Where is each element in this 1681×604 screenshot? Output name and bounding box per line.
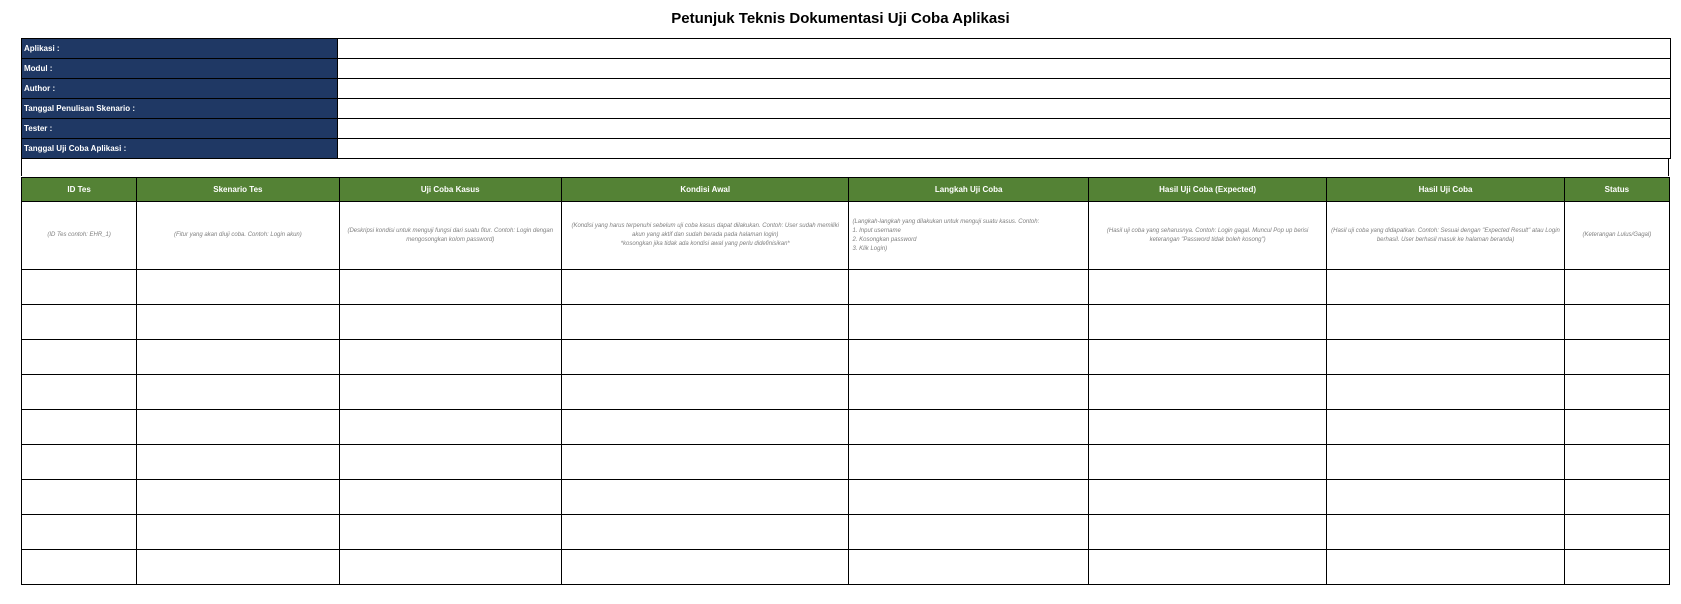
aplikasi-field[interactable] <box>338 39 1670 58</box>
table-cell[interactable] <box>22 375 137 410</box>
table-cell[interactable] <box>1327 305 1564 340</box>
steps-item: 1. Input username <box>852 227 901 234</box>
author-field[interactable] <box>338 79 1670 98</box>
table-cell[interactable] <box>849 550 1088 585</box>
table-cell[interactable] <box>561 270 849 305</box>
info-row-author <box>22 78 1670 98</box>
table-row <box>22 270 1670 305</box>
table-cell[interactable] <box>1564 515 1669 550</box>
table-row <box>22 375 1670 410</box>
table-cell[interactable] <box>1327 480 1564 515</box>
table-row <box>22 305 1670 340</box>
precondition-text: (Kondisi yang harus terpenuhi sebelum uji coba kasus dapat dilakukan. Contoh: User sudah memiliki akun yang aktif dan sudah berada pada halaman login) <box>571 223 839 238</box>
table-cell[interactable] <box>1327 445 1564 480</box>
tanggal-uji-field[interactable] <box>338 139 1670 158</box>
table-cell[interactable] <box>849 445 1088 480</box>
table-cell[interactable] <box>1088 550 1326 585</box>
table-cell[interactable] <box>137 270 339 305</box>
table-cell[interactable] <box>137 515 339 550</box>
info-row-aplikasi <box>22 38 1670 58</box>
table-row <box>22 340 1670 375</box>
table-cell[interactable] <box>137 305 339 340</box>
example-precondition-cell[interactable] <box>561 202 849 270</box>
table-cell[interactable] <box>561 480 849 515</box>
table-cell[interactable] <box>22 515 137 550</box>
table-cell[interactable] <box>1088 480 1326 515</box>
table-cell[interactable] <box>339 270 561 305</box>
table-cell[interactable] <box>339 375 561 410</box>
info-label: Aplikasi : <box>22 39 338 58</box>
table-cell[interactable] <box>561 550 849 585</box>
example-steps-cell[interactable] <box>849 202 1088 270</box>
table-cell[interactable] <box>1088 515 1326 550</box>
table-cell[interactable] <box>849 305 1088 340</box>
table-cell[interactable] <box>849 270 1088 305</box>
table-cell[interactable] <box>849 340 1088 375</box>
table-cell[interactable] <box>561 410 849 445</box>
table-cell[interactable] <box>1564 340 1669 375</box>
table-cell[interactable] <box>1327 550 1564 585</box>
table-cell[interactable] <box>22 480 137 515</box>
info-block <box>21 38 1671 159</box>
table-cell[interactable] <box>1564 375 1669 410</box>
table-cell[interactable] <box>1088 445 1326 480</box>
table-cell[interactable] <box>137 480 339 515</box>
steps-item: 2. Kosongkan password <box>852 236 917 243</box>
table-cell[interactable] <box>22 305 137 340</box>
info-row-modul <box>22 58 1670 78</box>
header-row <box>22 178 1670 202</box>
table-cell[interactable] <box>1088 375 1326 410</box>
example-scenario-cell[interactable]: (Fitur yang akan diuji coba. Contoh: Login akun) <box>137 202 339 270</box>
table-cell[interactable] <box>137 410 339 445</box>
example-id-cell[interactable]: (ID Tes contoh: EHR_1) <box>22 202 137 270</box>
modul-field[interactable] <box>338 59 1670 78</box>
example-status-cell[interactable]: (Keterangan Lulus/Gagal) <box>1564 202 1669 270</box>
table-cell[interactable] <box>849 515 1088 550</box>
column-header: Hasil Uji Coba (Expected) <box>1088 178 1326 202</box>
info-row-tester <box>22 118 1670 138</box>
precondition-note: *kosongkan jika tidak ada kondisi awal yang perlu didefinisikan* <box>620 241 790 247</box>
info-label: Tester : <box>22 119 338 138</box>
table-cell[interactable] <box>561 445 849 480</box>
example-row <box>22 202 1670 270</box>
example-case-cell[interactable]: (Deskripsi kondisi untuk menguji fungsi dari suatu fitur. Contoh: Login dengan mengosongkan kolom password) <box>339 202 561 270</box>
table-cell[interactable] <box>1088 305 1326 340</box>
table-cell[interactable] <box>561 305 849 340</box>
info-label: Modul : <box>22 59 338 78</box>
table-row <box>22 410 1670 445</box>
test-table <box>21 177 1670 585</box>
table-cell[interactable] <box>849 480 1088 515</box>
table-cell[interactable] <box>22 270 137 305</box>
table-cell[interactable] <box>1564 410 1669 445</box>
spacer-row <box>21 159 1669 176</box>
table-cell[interactable] <box>561 340 849 375</box>
table-cell[interactable] <box>849 410 1088 445</box>
column-header: Skenario Tes <box>137 178 339 202</box>
table-row <box>22 480 1670 515</box>
column-header: Status <box>1564 178 1669 202</box>
table-cell[interactable] <box>137 550 339 585</box>
table-cell[interactable] <box>849 375 1088 410</box>
table-cell[interactable] <box>1564 445 1669 480</box>
table-cell[interactable] <box>1088 410 1326 445</box>
table-cell[interactable] <box>339 305 561 340</box>
table-cell[interactable] <box>1327 515 1564 550</box>
table-cell[interactable] <box>1088 270 1326 305</box>
example-actual-cell[interactable]: (Hasil uji coba yang didapatkan. Contoh: Sesuai dengan "Expected Result" atau Login berhasil. User berhasil masuk ke halaman beranda) <box>1327 202 1564 270</box>
info-label: Tanggal Uji Coba Aplikasi : <box>22 139 338 158</box>
table-cell[interactable] <box>339 340 561 375</box>
table-row <box>22 445 1670 480</box>
table-cell[interactable] <box>137 375 339 410</box>
tanggal-penulisan-field[interactable] <box>338 99 1670 118</box>
table-cell[interactable] <box>561 515 849 550</box>
page-title: Petunjuk Teknis Dokumentasi Uji Coba Aplikasi <box>671 10 1010 27</box>
table-cell[interactable] <box>1327 410 1564 445</box>
table-row <box>22 515 1670 550</box>
column-header: Langkah Uji Coba <box>849 178 1088 202</box>
info-label: Author : <box>22 79 338 98</box>
table-cell[interactable] <box>339 410 561 445</box>
table-cell[interactable] <box>1327 375 1564 410</box>
column-header: Uji Coba Kasus <box>339 178 561 202</box>
table-cell[interactable] <box>22 340 137 375</box>
table-cell[interactable] <box>1564 305 1669 340</box>
table-cell[interactable] <box>22 445 137 480</box>
table-cell[interactable] <box>1564 550 1669 585</box>
table-cell[interactable] <box>339 445 561 480</box>
column-header: Kondisi Awal <box>561 178 849 202</box>
table-cell[interactable] <box>1327 340 1564 375</box>
info-row-tanggal-penulisan <box>22 98 1670 118</box>
table-cell[interactable] <box>1327 270 1564 305</box>
table-cell[interactable] <box>137 445 339 480</box>
column-header: Hasil Uji Coba <box>1327 178 1564 202</box>
table-cell[interactable] <box>561 375 849 410</box>
table-cell[interactable] <box>22 550 137 585</box>
example-expected-cell[interactable]: (Hasil uji coba yang seharusnya. Contoh: Login gagal. Muncul Pop up berisi keterangan "Password tidak boleh kosong") <box>1088 202 1326 270</box>
table-row <box>22 550 1670 585</box>
table-cell[interactable] <box>339 550 561 585</box>
table-cell[interactable] <box>1564 480 1669 515</box>
steps-item: 3. Klik Login) <box>852 245 888 252</box>
column-header: ID Tes <box>22 178 137 202</box>
table-cell[interactable] <box>137 340 339 375</box>
info-label: Tanggal Penulisan Skenario : <box>22 99 338 118</box>
table-cell[interactable] <box>1088 340 1326 375</box>
table-cell[interactable] <box>339 480 561 515</box>
info-row-tanggal-uji <box>22 138 1670 159</box>
table-cell[interactable] <box>22 410 137 445</box>
table-cell[interactable] <box>1564 270 1669 305</box>
tester-field[interactable] <box>338 119 1670 138</box>
steps-intro: (Langkah-langkah yang dilakukan untuk menguji suatu kasus. Contoh: <box>852 218 1040 225</box>
table-cell[interactable] <box>339 515 561 550</box>
